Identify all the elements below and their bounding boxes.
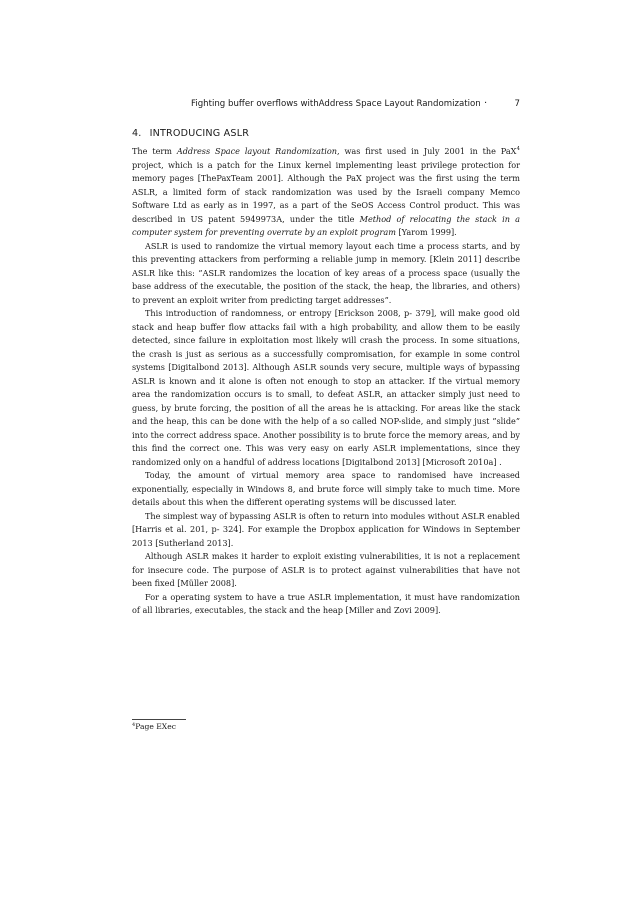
section-number: 4.: [132, 128, 142, 139]
footnote-divider: [132, 719, 186, 720]
term-title: Address Space layout Randomization: [176, 146, 337, 156]
body-text: [132, 145, 520, 618]
section-heading: [132, 128, 249, 139]
paragraph-7: For a operating system to have a true ASLR implementation, it must have randomization of all libraries, executables, the stack and the heap [Miller and Zovi 2009].: [132, 591, 520, 615]
running-header: [132, 99, 520, 113]
paragraph-1-text-a: The term: [132, 146, 177, 156]
footnote-text: Page EXec: [135, 722, 176, 731]
footnote-mark: 4: [132, 722, 136, 728]
paragraph-2: ASLR is used to randomize the virtual memory layout each time a process starts, and by this preventing attackers from performing a reliable jump in memory. [Klein 2011] describe ASLR like this: ”ASLR randomizes the location of key areas of a process space (usually the base address of the executable, the position of the stack, the heap, the libraries, and others) to prevent an exploit writer from predicting target addresses”.: [132, 240, 520, 305]
footnote: [132, 722, 176, 731]
header-separator: ·: [484, 98, 488, 109]
paragraph-1-text-f: [Yarom 1999].: [395, 227, 457, 237]
paragraph-4: Today, the amount of virtual memory area space to randomised have increased exponentially, especially in Windows 8, and brute force will simply take to much time. More details about this when the different operating systems will be discussed later.: [132, 470, 520, 507]
running-title: Fighting buffer overflows withAddress Space Layout Randomization: [191, 99, 481, 109]
paragraph-6: Although ASLR makes it harder to exploit existing vulnerabilities, it is not a replacement for insecure code. The purpose of ASLR is to protect against vulnerabilities that have not been fixed [Müller 2008].: [132, 551, 520, 588]
paragraph-3: This introduction of randomness, or entropy [Erickson 2008, p- 379], will make good old stack and heap buffer flow attacks fail with a high probability, and allow them to be easily detected, since failure in exploitation most likely will crash the process. In some situations, the crash is just as serious as a successfully compromisation, for example in some control systems [Digitalbond 2013]. Although ASLR sounds very secure, multiple ways of bypassing ASLR is known and it alone is often not enough to stop an attacker. If the virtual memory area the randomization occurs is to small, to defeat ASLR, an attacker simply just need to guess, by brute forcing, the position of all the areas he is attacking. For areas like the stack and the heap, this can be done with the help of a so called NOP-slide, and simply just ”slide” into the correct address space. Another possibility is to brute force the memory areas, and by this find the correct one. This was very easy on early ASLR implementations, since they randomized only on a handful of address locations [Digitalbond 2013] [Microsoft 2010a] .: [132, 308, 520, 467]
paragraph-5: The simplest way of bypassing ASLR is often to return into modules without ASLR enabled [Harris et al. 201, p- 324]. For example the Dropbox application for Windows in September 2013 [Sutherland 2013].: [132, 510, 520, 548]
paragraph-1-text-d: project, which is a patch for the Linux kernel implementing least privilege protection for memory pages [ThePaxTeam 2001]. Although the PaX project was the first using the term ASLR, a limited form of stack randomization was used by the Israeli company Memco Software Ltd as early as in 1997, as a part of the SeOS Access Control product. This was described in US patent 5949973A, under the title: [132, 159, 520, 224]
paragraph-1: [132, 145, 520, 240]
paragraph-1-text-c: , was first used in July 2001 in the PaX: [337, 146, 517, 156]
patent-title: Method of relocating the stack in a computer system for preventing overrate by an exploit program: [132, 213, 520, 237]
footnote-reference[interactable]: 4: [516, 146, 520, 152]
page-number: 7: [514, 99, 520, 109]
section-title: INTRODUCING ASLR: [149, 128, 250, 139]
